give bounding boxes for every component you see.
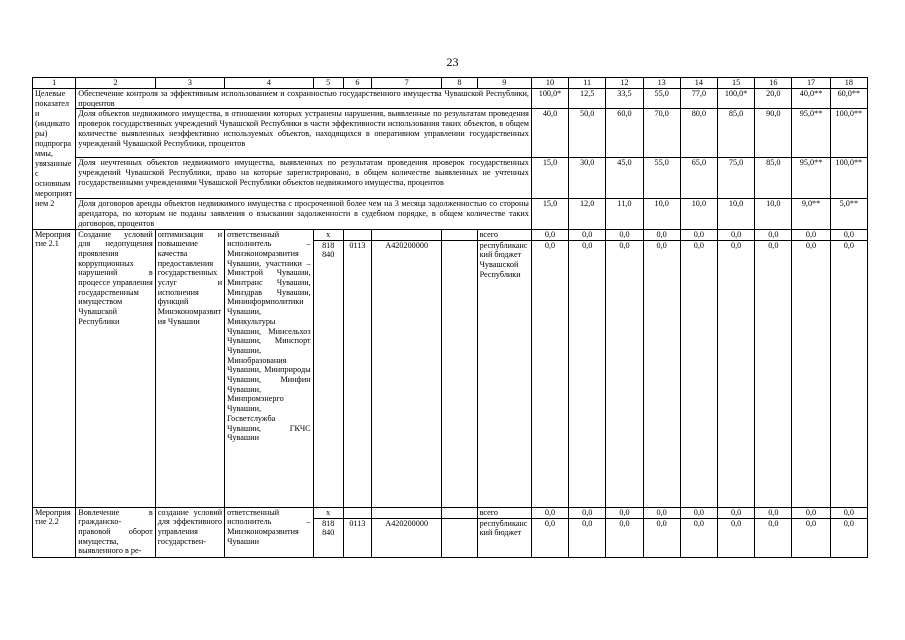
indicator-value: 95,0** <box>792 109 830 158</box>
column-number: 17 <box>792 78 830 89</box>
funding-value: 0,0 <box>606 518 643 557</box>
indicator-value: 100,0* <box>531 89 568 109</box>
indicator-row <box>33 109 868 158</box>
measure-goal: создание условий для эффективного управления государствен- <box>155 507 224 557</box>
funding-value: 0,0 <box>755 229 792 240</box>
vr-cell <box>442 240 477 507</box>
header-row <box>33 78 868 89</box>
indicator-value: 70,0 <box>643 109 680 158</box>
column-number: 4 <box>225 78 314 89</box>
funding-value: 0,0 <box>830 229 867 240</box>
indicator-value: 33,5 <box>606 89 643 109</box>
indicator-value: 100,0** <box>830 158 867 199</box>
funding-value: 0,0 <box>643 518 680 557</box>
indicator-value: 85,0 <box>717 109 754 158</box>
indicator-value: 5,0** <box>830 199 867 229</box>
indicator-value: 95,0** <box>792 158 830 199</box>
indicator-value: 90,0 <box>755 109 792 158</box>
indicator-value: 55,0 <box>643 89 680 109</box>
column-number: 8 <box>442 78 477 89</box>
funding-value: 0,0 <box>830 507 867 518</box>
rz-cell <box>343 229 371 240</box>
vr-cell <box>442 507 477 518</box>
funding-value: 0,0 <box>680 518 717 557</box>
column-number: 13 <box>643 78 680 89</box>
column-number: 11 <box>569 78 606 89</box>
column-number: 7 <box>371 78 441 89</box>
indicator-value: 60,0** <box>830 89 867 109</box>
funding-value: 0,0 <box>717 229 754 240</box>
indicator-value: 11,0 <box>606 199 643 229</box>
funding-value: 0,0 <box>755 240 792 507</box>
program-table <box>32 77 868 558</box>
funding-value: 0,0 <box>717 518 754 557</box>
measure-row <box>33 507 868 518</box>
funding-value: 0,0 <box>792 229 830 240</box>
indicator-value: 50,0 <box>569 109 606 158</box>
indicator-text: Доля объектов недвижимого имущества, в отношении которых устранены нарушения, выявленные по результатам проведения проверок государственных учреждений Чувашской Республики в части эффективности использования таких объектов, в общем количестве выявленных неэффективно используемых объектов, находящихся в оперативном управлении государственных учреждений Чувашской Республики, процентов <box>76 109 532 158</box>
funding-value: 0,0 <box>830 518 867 557</box>
funding-value: 0,0 <box>680 507 717 518</box>
column-number: 15 <box>717 78 754 89</box>
funding-value: 0,0 <box>717 507 754 518</box>
funding-value: 0,0 <box>643 229 680 240</box>
measure-responsible: ответственный исполнитель – Минэкономразвития Чувашии, участники – Минстрой Чувашии, Минтранс Чувашии, Минздрав Чувашии, Мининформполитики Чувашии, Минкультуры Чувашии, Минсельхоз Чувашии, Минспорт Чувашии, Минобразования Чувашии, Минприроды Чувашии, Минфин Чувашии, Минпромэнерго Чувашии, Госветслужба Чувашии, ГКЧС Чувашии <box>225 229 314 507</box>
measure-name: Мероприятие 2.2 <box>33 507 76 557</box>
funding-value: 0,0 <box>830 240 867 507</box>
column-number: 5 <box>313 78 343 89</box>
indicator-value: 45,0 <box>606 158 643 199</box>
column-number: 6 <box>343 78 371 89</box>
rz-cell: 0113 <box>343 240 371 507</box>
indicator-value: 40,0** <box>792 89 830 109</box>
grbs-cell: x <box>313 507 343 518</box>
measure-name: Мероприятие 2.1 <box>33 229 76 507</box>
indicator-value: 15,0 <box>531 158 568 199</box>
indicator-value: 65,0 <box>680 158 717 199</box>
column-number: 12 <box>606 78 643 89</box>
indicator-text: Обеспечение контроля за эффективным использованием и сохранностью государственного имущества Чувашской Республики, процентов <box>76 89 532 109</box>
grbs-cell: 818 840 <box>313 518 343 557</box>
funding-value: 0,0 <box>569 240 606 507</box>
funding-value: 0,0 <box>531 518 568 557</box>
indicator-value: 12,5 <box>569 89 606 109</box>
indicator-value: 30,0 <box>569 158 606 199</box>
rz-cell <box>343 507 371 518</box>
indicator-value: 40,0 <box>531 109 568 158</box>
indicator-row <box>33 158 868 199</box>
column-number: 9 <box>477 78 531 89</box>
indicator-value: 55,0 <box>643 158 680 199</box>
measure-row <box>33 229 868 240</box>
column-number: 2 <box>76 78 155 89</box>
funding-value: 0,0 <box>755 507 792 518</box>
indicator-value: 10,0 <box>755 199 792 229</box>
indicator-value: 9,0** <box>792 199 830 229</box>
indicator-value: 75,0 <box>717 158 754 199</box>
funding-source: всего <box>477 229 531 240</box>
funding-value: 0,0 <box>531 240 568 507</box>
column-number: 18 <box>830 78 867 89</box>
funding-value: 0,0 <box>569 229 606 240</box>
measure-description: Вовлечение в гражданско-правовой оборот имущества, выявленного в ре- <box>76 507 155 557</box>
indicator-text: Доля неучтенных объектов недвижимого имущества, выявленных по результатам проведения проверок государственных учреждений Чувашской Республики, право на которые зарегистрировано, в общем количестве выявленных не учтенных государственными учреждениями Чувашской Республики объектов недвижимого имущества, процентов <box>76 158 532 199</box>
indicator-value: 10,0 <box>717 199 754 229</box>
csr-cell: А420200000 <box>371 240 441 507</box>
measure-responsible: ответственный исполнитель – Минэкономразвития Чувашии <box>225 507 314 557</box>
grbs-cell: x <box>313 229 343 240</box>
indicator-value: 77,0 <box>680 89 717 109</box>
funding-value: 0,0 <box>531 229 568 240</box>
indicator-value: 20,0 <box>755 89 792 109</box>
indicator-row <box>33 199 868 229</box>
funding-value: 0,0 <box>792 507 830 518</box>
indicator-value: 60,0 <box>606 109 643 158</box>
indicator-value: 10,0 <box>680 199 717 229</box>
funding-source: всего <box>477 507 531 518</box>
vr-cell <box>442 229 477 240</box>
indicator-text: Доля договоров аренды объектов недвижимого имущества с просроченной более чем на 3 месяца задолженностью со стороны арендатора, по которым не поданы заявления о взыскании задолженности в судебном порядке, в общем количестве таких договоров, процентов <box>76 199 532 229</box>
measure-goal: оптимизация и повышение качества предоставления государственных услуг и исполнения функций Минэкономразвития Чувашии <box>155 229 224 507</box>
funding-value: 0,0 <box>792 240 830 507</box>
indicators-label: Целевые показатели (индикаторы) подпрограммы, увязанные с основным мероприятием 2 <box>33 89 76 230</box>
funding-value: 0,0 <box>606 240 643 507</box>
csr-cell <box>371 229 441 240</box>
indicator-value: 100,0* <box>717 89 754 109</box>
indicator-value: 100,0** <box>830 109 867 158</box>
csr-cell: А420200000 <box>371 518 441 557</box>
column-number: 14 <box>680 78 717 89</box>
funding-value: 0,0 <box>643 240 680 507</box>
funding-value: 0,0 <box>680 229 717 240</box>
indicator-value: 80,0 <box>680 109 717 158</box>
page-number: 23 <box>446 55 459 69</box>
funding-value: 0,0 <box>792 518 830 557</box>
grbs-cell: 818 840 <box>313 240 343 507</box>
funding-value: 0,0 <box>569 507 606 518</box>
funding-value: 0,0 <box>606 507 643 518</box>
rz-cell: 0113 <box>343 518 371 557</box>
column-number: 16 <box>755 78 792 89</box>
indicator-value: 15,0 <box>531 199 568 229</box>
funding-source: республиканский бюджет Чувашской Республики <box>477 240 531 507</box>
measure-description: Создание условий для недопущения проявления коррупционных нарушений в процессе управления государственным имуществом Чувашской Республики <box>76 229 155 507</box>
column-number: 3 <box>155 78 224 89</box>
funding-value: 0,0 <box>717 240 754 507</box>
funding-value: 0,0 <box>606 229 643 240</box>
indicator-value: 85,0 <box>755 158 792 199</box>
indicator-value: 12,0 <box>569 199 606 229</box>
funding-value: 0,0 <box>755 518 792 557</box>
funding-source: республиканский бюджет <box>477 518 531 557</box>
funding-value: 0,0 <box>643 507 680 518</box>
csr-cell <box>371 507 441 518</box>
funding-value: 0,0 <box>531 507 568 518</box>
column-number: 1 <box>33 78 76 89</box>
vr-cell <box>442 518 477 557</box>
column-number: 10 <box>531 78 568 89</box>
indicator-row <box>33 89 868 109</box>
funding-value: 0,0 <box>569 518 606 557</box>
funding-value: 0,0 <box>680 240 717 507</box>
indicator-value: 10,0 <box>643 199 680 229</box>
